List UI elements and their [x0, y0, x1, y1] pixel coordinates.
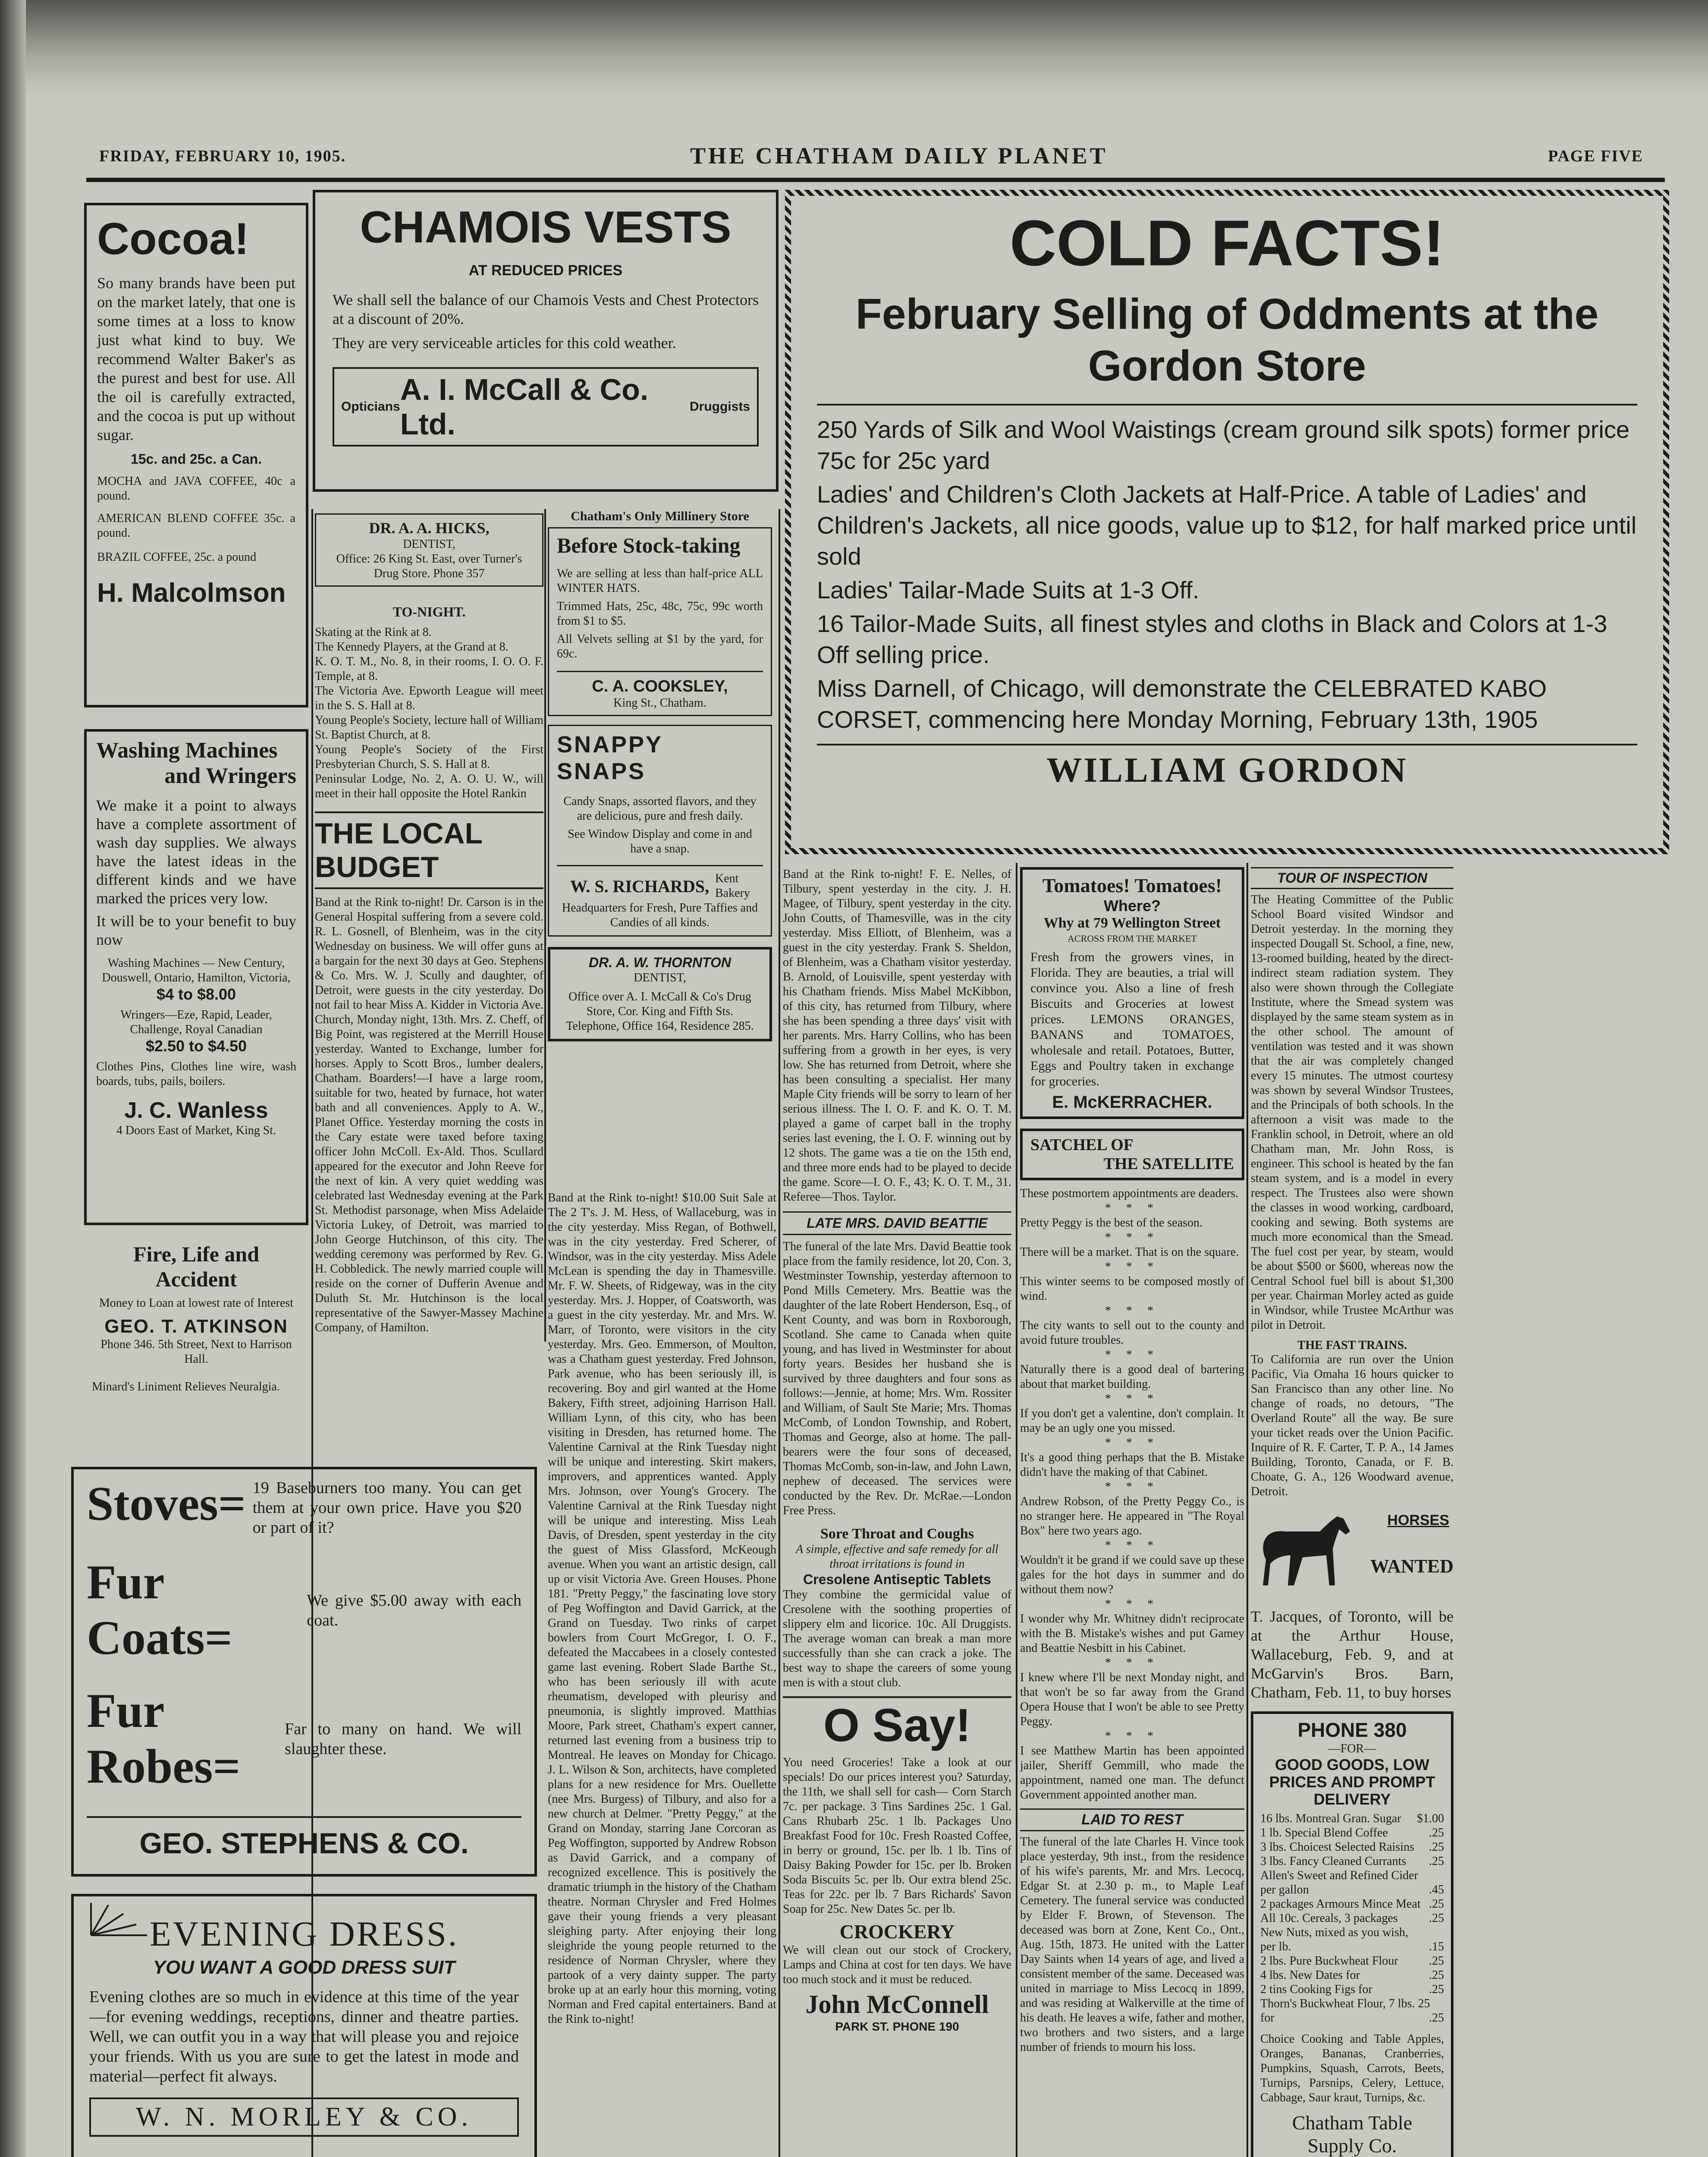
millinery-head: Before Stock-taking [557, 533, 741, 557]
hicks-title: DENTIST, [403, 538, 455, 551]
chamois-left-tag: Opticians [341, 399, 400, 414]
phone-price-row [1260, 1811, 1444, 1826]
phone-price-item: 3 lbs. Choicest Selected Raisins [1260, 1840, 1414, 1854]
stoves-head-3: Fur Robes= [87, 1684, 241, 1793]
stoves-ad [71, 1467, 537, 1877]
masthead-page: PAGE FIVE [1548, 147, 1643, 165]
phone-price-row [1260, 1968, 1444, 1982]
phone-price-value: .45 [1429, 1883, 1444, 1896]
tonight-item-4: Young People's Society, lecture hall of William St. Baptist Church, at 8. [315, 714, 543, 742]
insurance-body: Money to Loan at lowest rate of Interest [99, 1296, 294, 1310]
washing-addr: 4 Doors East of Market, King St. [116, 1124, 276, 1137]
stars-divider: * * * [1105, 1304, 1159, 1317]
washing-body: We make it a point to always have a complete assortment of wash day supplies. We always have the latest ideas in the different kinds and we have marked the prices very low. [96, 797, 296, 907]
phone-price-value: .25 [1429, 1954, 1444, 1968]
cold-facts-item-0: 250 Yards of Silk and Wool Waistings (cream ground silk spots) former price 75c for 25c yard [817, 416, 1630, 474]
hicks-body: Office: 26 King St. East, over Turner's Drug Store. Phone 357 [336, 552, 522, 580]
snappy-body-3: Headquarters for Fresh, Pure Taffies and Candies of all kinds. [562, 901, 758, 929]
phone-price-row [1260, 2011, 1444, 2025]
satchel-para-5: Naturally there is a good deal of bartering about that market building. [1020, 1363, 1244, 1391]
masthead [73, 142, 1669, 177]
column-3-ads [548, 509, 772, 1191]
masthead-rule [86, 178, 1665, 182]
phone-price-row [1260, 1868, 1444, 1883]
stars-divider: * * * [1105, 1392, 1159, 1406]
column-rule-4 [1016, 863, 1017, 2157]
inspection-text: The Heating Committee of the Public School Board visited Windsor and Detroit yesterday. In the morning they inspected Dougall St. School, a fine, new, 13-roomed building, heated by the direct-indirect steam radiation system. They also were shown through the Collegiate Institute, where the Smead system was displayed by the same steam system as in the other school. The amount of ventilation was tested and it was shown that the air was completely changed every 15 minutes. The utmost courtesy was shown by several Windsor Trustees, and the Principals of both schools. In the afternoon a visit was made to the Franklin school, in Detroit, where an old Chatham man, Mr. John Ross, is engineer. This school is heated by the fan steam system, and is a model in every respect. The Trustees also were shown the classes in wood working, cardboard, cooking and sewing. Both systems are much more economical than the Smead. The fuel cost per year, by steam, would be about $500 or $600, whereas now the Central School fuel bill is about $1,300 per year. Chairman Morley acted as guide in Windsor, while Trustee McArthur was pilot in Detroit. [1251, 893, 1454, 1332]
cold-facts-item-4: Miss Darnell, of Chicago, will demonstrate the CELEBRATED KABO CORSET, commencing here Monday Morning, February 13th, 1905 [817, 675, 1547, 733]
stoves-firm: GEO. STEPHENS & CO. [87, 1816, 521, 1860]
cocoa-signature: H. Malcolmson [97, 578, 286, 608]
cold-facts-item-1: Ladies' and Children's Cloth Jackets at Half-Price. A table of Ladies' and Children's Jackets, all nice goods, value up to $12, for half marked price until sold [817, 481, 1637, 570]
phone-firm-2: Supply Co. [1307, 2135, 1397, 2157]
phone-price-row [1260, 1897, 1444, 1911]
stars-divider: * * * [1105, 1348, 1159, 1361]
evening-ad [71, 1894, 537, 2157]
millinery-ad [548, 527, 772, 716]
phone-price-row [1260, 1925, 1444, 1940]
column-3-text-body: Band at the Rink to-night! $10.00 Suit Sale at The 2 T's. J. M. Hess, of Wallaceburg, was in the city yesterday. Miss Regan, of Bothwell, was in the city yesterday. Fred Scherer, of Windsor, was in the city yesterday. Miss Adele McLean is spending the day in Thamesville. Mr. F. W. Sheets, of Ridgeway, was in the city yesterday. Mrs. J. Hopper, of Coatsworth, was a guest in the city yesterday. Mr. and Mrs. W. Marr, of Toronto, were visitors in the city yesterday. Mrs. Geo. Emmerson, of Moulton, was a Chatham guest yesterday. Fred Johnson, Park avenue, who has been seriously ill, is recovering. Boy and girl wanted at the Home Bakery, Fifth street, adjoining Harrison Hall. William Lynn, of this city, who has been visiting in Dresden, has returned home. The Valentine Carnival at the Rink Tuesday night will be unique and interesting. Skirt makers, improvers, and apprentices wanted. Apply Mrs. Johnson, over Young's Grocery. The Valentine Carnival at the Rink Tuesday night will be unique and interesting. Miss Leah Davis, of Dresden, spent yesterday in the city the guest of Miss Glassford, McKeough avenue. When you want an artistic design, call up or visit Victoria Ave. Green Houses. Phone 181. "Pretty Peggy," the fascinating love story of Peg Woffington and David Garrick, at the Grand on Tuesday. Two rinks of carpet bowlers from Court McGregor, I. O. F., defeated the Maccabees in a closely contested game last evening. Robert Slade Barthe St., who has been seriously ill with acute rheumatism, developed with pleurisy and pneumonia, is slightly improved. Matthias Moore, Park street, Chatham's expert canner, returned last evening from a business trip to Montreal. He leaves on Monday for Chicago. J. L. Wilson & Son, architects, have completed plans for a new residence for Mrs. Ouellette (nee Mrs. Burgess) of Tilbury, and also for a new church at Delmer. "Pretty Peggy," at the Grand on Monday, starring Jane Corcoran as Peg Woffington, supported by Andrew Robson as David Garrick, and a company of recognized excellence. This is positively the dramatic triumph in the history of the Chatham theatre. Norman Chrysler and Fred Holmes gave their young friends a very pleasant sleighing party. After enjoying their long sleighride the young people returned to the residence of Norman Chrysler, where they partook of a very dainty supper. The party broke up at an early hour this morning, voting Norman and Fred capital entertainers. Band at the Rink to-night! [548, 1191, 776, 2026]
millinery-firm: C. A. COOKSLEY, [557, 671, 763, 696]
thornton-name: DR. A. W. THORNTON [588, 955, 732, 970]
satchel-line-1: SATCHEL OF [1030, 1136, 1133, 1154]
stoves-intro: 19 Baseburners too many. You can get them at your own price. Have you $20 or part of it? [252, 1479, 521, 1537]
tonight-item-5: Young People's Society of the First Presbyterian Church, S. S. Hall at 8. [315, 743, 543, 771]
snappy-body: Candy Snaps, assorted flavors, and they are delicious, pure and fresh daily. [563, 795, 757, 823]
insurance-ad [84, 1238, 308, 1454]
phone-price-row [1260, 1883, 1444, 1897]
millinery-body: We are selling at less than half-price ALL WINTER HATS. [557, 567, 763, 595]
phone-price-item: 2 tins Cooking Figs for [1260, 1983, 1372, 1996]
satchel-para-7: It's a good thing perhaps that the B. Mistake didn't have the making of that Cabinet. [1020, 1451, 1244, 1479]
washing-price-1: $4 to $8.00 [156, 985, 236, 1003]
chamois-ad [313, 190, 779, 492]
horse-icon [1251, 1508, 1359, 1598]
sore-throat-sub: A simple, effective and safe remedy for all throat irritations is found in [796, 1543, 998, 1571]
phone-line: GOOD GOODS, LOW PRICES AND PROMPT DELIVERY [1269, 1756, 1435, 1808]
phone-price-item: per lb. [1260, 1940, 1291, 1953]
satchel-para-1: Pretty Peggy is the best of the season. [1020, 1216, 1203, 1229]
phone-ad [1251, 1711, 1454, 2157]
millinery-label: Chatham's Only Millinery Store [571, 509, 749, 523]
satchel-para-3: This winter seems to be composed mostly of wind. [1020, 1275, 1244, 1303]
phone-price-row [1260, 1982, 1444, 1997]
phone-price-item: 2 lbs. Pure Buckwheat Flour [1260, 1954, 1398, 1968]
laid-to-rest-text: The funeral of the late Charles H. Vince took place yesterday, 9th inst., from the residence of his wife's parents, Mr. and Mrs. Lecocq, Edgar St. at 2.30 p. m., to Maple Leaf Cemetery. The funeral service was conducted by Elder F. Brown, of Stevenson. The deceased was born at Zone, Kent Co., Ont., Aug. 15th, 1873. He united with the Latter Day Saints when 14 years of age, and lived a consistent member of the same. Deceased was united in marriage to Miss Lecocq in 1899, and was residing at Walkerville at the time of his death. He leaves a wife, father and mother, two brothers and two sisters, and a large number of friends to mourn his loss. [1020, 1835, 1244, 2054]
satchel-para-12: I see Matthew Martin has been appointed jailer, Sheriff Gemmill, who made the appointment, named one man. The defunct Government appointed another man. [1020, 1744, 1244, 1802]
phone-price-item: Thorn's Buckwheat Flour, 7 lbs. 25 [1260, 1997, 1430, 2010]
inspection-head: TOUR OF INSPECTION [1251, 867, 1454, 889]
cold-facts-headline: COLD FACTS! [1009, 207, 1445, 279]
cocoa-headline: Cocoa! [97, 214, 249, 264]
column-4-text: Band at the Rink to-night! F. E. Nelles, of Tilbury, spent yesterday in the city. J. H. Magee, of Tilbury, spent yesterday in the city. John Coutts, of Thamesville, was in the city yesterday. Miss Elliott, of Blenheim, was a guest in the city yesterday. Frank S. Sheldon, of Blenheim, was a Chatham visitor yesterday. B. Arnold, of Louisville, spent yesterday with his Chatham friends. Miss Mabel McKibbon, of this city, has returned from Tilbury, where she has been spending a three days' visit with her parents. Mrs. Harry Collins, who has been suffering from a growth in her eyes, is very low. She has returned from Detroit, where she has been consulting a specialist. Her many Maple City friends will be sorry to learn of her serious illness. The I. O. F. and K. O. T. M. played a game of carpet ball in the trophy series last evening, the I. O. F. winning out by 12 shots. The game was a tie on the 15th end, and three more ends had to be played to decide the game. Score—I. O. F., 43; K. O. T. M., 31. Referee—Thos. Taylor. [783, 868, 1011, 1204]
phone-price-row [1260, 1854, 1444, 1868]
column-5 [1020, 867, 1244, 2157]
washing-head-1: Washing Machines [96, 738, 278, 763]
washing-head-2: and Wringers [164, 764, 296, 788]
cold-facts-item-3: 16 Tailor-Made Suits, all finest styles and cloths in Black and Colors at 1-3 Off selling price. [817, 610, 1608, 668]
sunburst-icon [82, 1901, 151, 1940]
cocoa-item-1: AMERICAN BLEND COFFEE 35c. a pound. [97, 512, 295, 540]
phone-sub: —FOR— [1328, 1742, 1376, 1755]
column-6 [1251, 867, 1665, 2157]
satchel-para-4: The city wants to sell out to the county and avoid future troubles. [1020, 1319, 1244, 1347]
column-4 [783, 867, 1011, 2157]
evening-body: Evening clothes are so much in evidence at this time of the year—for evening weddings, receptions, dinner and theatre parties. Well, we can outfit you in a way that will please you and rejoice your friends. With us you are sure to get the latest in mode and material—perfect fit always. [89, 1988, 519, 2085]
satchel-para-2: There will be a market. That is on the square. [1020, 1245, 1239, 1259]
horses-head: HORSES [1387, 1512, 1449, 1528]
phone-price-value: .25 [1429, 2011, 1444, 2025]
satchel-para-8: Andrew Robson, of the Pretty Peggy Co., is no stranger here. He appeared in "The Royal Box" here two years ago. [1020, 1495, 1244, 1538]
column-rule-5 [1246, 863, 1248, 2157]
cold-facts-items [817, 404, 1637, 735]
stoves-head-1: Stoves= [87, 1477, 246, 1531]
sore-throat-head: Sore Throat and Coughs [820, 1526, 974, 1542]
tomatoes-ad [1020, 867, 1244, 1119]
hicks-name: DR. A. A. HICKS, [369, 519, 490, 537]
satchel-para-6: If you don't get a valentine, don't complain. It may be an ugly one you missed. [1020, 1407, 1244, 1435]
beattie-head: LATE MRS. DAVID BEATTIE [783, 1211, 1011, 1235]
stoves-head-2: Fur Coats= [87, 1556, 232, 1665]
chamois-right-tag: Druggists [689, 399, 750, 414]
chamois-subhead: AT REDUCED PRICES [468, 262, 623, 279]
trains-head: THE FAST TRAINS. [1297, 1339, 1407, 1352]
laid-to-rest-head: LAID TO REST [1020, 1808, 1244, 1831]
masthead-title: THE CHATHAM DAILY PLANET [690, 143, 1108, 169]
thornton-title: DENTIST, [634, 971, 686, 984]
column-2 [315, 513, 543, 1346]
stars-divider: * * * [1105, 1260, 1159, 1273]
chamois-body-2: They are very serviceable articles for this cold weather. [333, 334, 676, 352]
stoves-text-2: We give $5.00 away with each coat. [307, 1591, 521, 1629]
evening-firm: W. N. MORLEY & CO. [89, 2097, 519, 2137]
insurance-note: Minard's Liniment Relieves Neuralgia. [92, 1380, 280, 1393]
stars-divider: * * * [1105, 1201, 1159, 1215]
thornton-card [548, 947, 772, 1041]
tonight-item-1: The Kennedy Players, at the Grand at 8. [315, 640, 509, 654]
tomatoes-addr-2: ACROSS FROM THE MARKET [1068, 933, 1197, 944]
chamois-body-1: We shall sell the balance of our Chamois Vests and Chest Protectors at a discount of 20%. [333, 291, 759, 327]
o-say-text: You need Groceries! Take a look at our specials! Do our prices interest you? Saturday, the 11th, we shall sell for cash— Corn Starch 7c. per package. 3 Tins Sardines 25c. 1 Gal. Cans Rhubarb 25c. 1 lb. Packages Uno Breakfast Food for 10c. Fresh Roasted Coffee, in berry or ground, 15c. per lb. 1 lb. Tins of Daisy Baking Powder for 15c. per lb. Broken Soda Biscuits 5c. per lb. Our extra blend 25c. Teas for 22c. per lb. 7 Bars Richards' Savon Soap for 25c. New Dates 5c. per lb. [783, 1756, 1011, 1916]
phone-price-item: 4 lbs. New Dates for [1260, 1968, 1360, 1982]
masthead-date: FRIDAY, FEBRUARY 10, 1905. [99, 147, 346, 165]
satchel-para-10: I wonder why Mr. Whitney didn't reciprocate with the B. Mistake's wishes and put Gamey and Beattie Nesbitt in his Cabinet. [1020, 1612, 1244, 1655]
hicks-card [315, 513, 543, 587]
phone-price-item: New Nuts, mixed as you wish, [1260, 1926, 1408, 1939]
satchel-line-2: THE SATELLITE [1103, 1155, 1234, 1173]
washing-ad [84, 729, 308, 1225]
chamois-headline: CHAMOIS VESTS [360, 202, 732, 252]
satchel-paras [1020, 1186, 1244, 1802]
phone-text: Choice Cooking and Table Apples, Oranges, Bananas, Cranberries, Pumpkins, Squash, Carrots, Beets, Turnips, Parsnips, Celery, Lettuce, Cabbage, Saur kraut, Turnips, &c. [1260, 2032, 1444, 2104]
tonight-item-0: Skating at the Rink at 8. [315, 626, 432, 639]
o-say-firm: John McConnell [805, 1990, 989, 2019]
tomatoes-firm: E. McKERRACHER. [1052, 1093, 1212, 1112]
satchel-para-0: These postmortem appointments are deaders. [1020, 1187, 1239, 1200]
column-3-text [548, 1191, 776, 2157]
washing-body-2: It will be to your benefit to buy now [96, 912, 296, 948]
insurance-head: Fire, Life and Accident [133, 1242, 260, 1291]
stars-divider: * * * [1105, 1729, 1159, 1743]
cocoa-item-2: BRAZIL COFFEE, 25c. a pound [97, 550, 257, 564]
millinery-body-2: Trimmed Hats, 25c, 48c, 75c, 99c worth from $1 to $5. [557, 600, 763, 628]
cold-facts-subhead: February Selling of Oddments at the Gordon Store [855, 290, 1599, 390]
phone-price-item: 2 packages Armours Mince Meat [1260, 1897, 1421, 1911]
phone-price-row [1260, 1840, 1444, 1854]
tomatoes-head: Tomatoes! Tomatoes! [1042, 874, 1222, 896]
chamois-firm: A. I. McCall & Co. Ltd. [400, 373, 649, 441]
phone-price-value: .25 [1429, 1840, 1444, 1854]
snappy-head-2: SNAPS [557, 758, 646, 784]
cold-facts-ad [785, 190, 1669, 854]
sore-throat-text: They combine the germicidal value of Cresolene with the soothing properties of slippery elm and licorice. 10c. All Druggists. The average woman can break a man more successfully than she can crack a joke. The best way to shape the careers of some young men is with a stout club. [783, 1588, 1011, 1689]
evening-head: EVENING DRESS. [149, 1914, 459, 1953]
stars-divider: * * * [1105, 1480, 1159, 1494]
beattie-text: The funeral of the late Mrs. David Beattie took place from the family residence, lot 20, Con. 3, Westminster Township, yesterday afternoon to Pond Mills Cemetery. Mrs. Beattie was the daughter of the late Robert Henderson, Esq., of Kent County, and was born in Roxborough, Scotland. She came to Canada when quite young, and has lived in Westminster for about forty years. Besides her husband she is survived by three daughters and four sons as follows:—Jennie, at home; Mrs. Wm. Rossiter and William, of Sault Ste Marie; Mrs. Thomas McComb, of London Township, and Robert, Thomas and George, also at home. The pall-bearers were the four sons of deceased, Thomas McComb, son-in-law, and John Lawn, nephew of deceased. The services were conducted by the Rev. Dr. McRae.—London Free Press. [783, 1240, 1011, 1517]
horses-wanted: WANTED [1370, 1556, 1454, 1577]
column-rule-2 [544, 509, 546, 1342]
tomatoes-text: Fresh from the growers vines, in Florida. They are beauties, a trial will convince you. Also a line of fresh Biscuits and Groceries at lowest prices. LEMONS ORANGES, BANANS and TOMATOES, wholesale and retail. Potatoes, Butter, Eggs and Poultry taken in exchange for groceries. [1030, 950, 1234, 1088]
column-rule-3 [779, 509, 780, 2157]
phone-price-row [1260, 1997, 1444, 2011]
o-say-sub: CROCKERY [839, 1921, 955, 1943]
phone-price-value: .25 [1429, 1855, 1444, 1868]
cocoa-price: 15c. and 25c. a Can. [130, 451, 262, 467]
cocoa-item-0: MOCHA and JAVA COFFEE, 40c a pound. [97, 475, 295, 503]
tomatoes-addr: Why at 79 Wellington Street [1043, 915, 1221, 931]
cold-facts-item-2: Ladies' Tailar-Made Suits at 1-3 Off. [817, 576, 1199, 604]
phone-price-value: .15 [1429, 1940, 1444, 1953]
stars-divider: * * * [1105, 1656, 1159, 1670]
phone-price-item: per gallon [1260, 1883, 1309, 1896]
tonight-item-3: The Victoria Ave. Epworth League will meet in the S. S. Hall at 8. [315, 684, 543, 712]
phone-price-value: .25 [1429, 1897, 1444, 1911]
phone-price-value: $1.00 [1417, 1812, 1444, 1825]
sore-throat-product: Cresolene Antiseptic Tablets [803, 1572, 991, 1587]
millinery-body-3: All Velvets selling at $1 by the yard, for 69c. [557, 632, 763, 660]
stars-divider: * * * [1105, 1436, 1159, 1450]
phone-price-value: .25 [1429, 1983, 1444, 1996]
washing-list-2: Wringers—Eze, Rapid, Leader, Challenge, Royal Canadian [120, 1008, 272, 1036]
phone-head: PHONE 380 [1297, 1719, 1407, 1741]
phone-price-value: .25 [1429, 1826, 1444, 1839]
stars-divider: * * * [1105, 1539, 1159, 1552]
phone-price-item: for [1260, 2011, 1275, 2025]
phone-price-row [1260, 1826, 1444, 1840]
thornton-body: Office over A. I. McCall & Co's Drug Store, Cor. King and Fifth Sts. Telephone, Office 164, Residence 285. [566, 990, 754, 1033]
phone-price-item: 3 lbs. Fancy Cleaned Currants [1260, 1855, 1407, 1868]
washing-list-1: Washing Machines — New Century, Douswell, Ontario, Hamilton, Victoria, [102, 956, 291, 984]
phone-price-value: .25 [1429, 1912, 1444, 1925]
phone-price-item: Allen's Sweet and Refined Cider [1260, 1869, 1418, 1882]
snappy-ad [548, 725, 772, 937]
scan-left-edge [0, 0, 26, 2157]
snappy-head-1: SNAPPY [557, 732, 663, 758]
stars-divider: * * * [1105, 1597, 1159, 1611]
horses-text: T. Jacques, of Toronto, will be at the Arthur House, Wallaceburg, Feb. 9, and at McGarvin's Bros. Barn, Chatham, Feb. 11, to buy horses [1251, 1608, 1454, 1701]
insurance-firm: GEO. T. ATKINSON [104, 1316, 288, 1337]
phone-price-item: All 10c. Cereals, 3 packages [1260, 1912, 1398, 1925]
cocoa-ad [84, 203, 308, 707]
tonight-head: TO-NIGHT. [392, 604, 466, 619]
washing-price-2: $2.50 to $4.50 [145, 1037, 247, 1055]
cocoa-body: So many brands have been put on the market lately, that one is some times at a loss to know just what kind to buy. We recommend Walter Baker's as the purest and best for use. All the oil is carefully extracted, and the cocoa is put up without sugar. [97, 274, 295, 443]
snappy-body-2: See Window Display and come in and have a snap. [568, 827, 752, 855]
washing-firm: J. C. Wanless [124, 1098, 268, 1123]
tonight-item-2: K. O. T. M., No. 8, in their rooms, I. O. O. F. Temple, at 8. [315, 655, 543, 683]
scan-top-edge [0, 0, 1708, 95]
phone-price-row [1260, 1940, 1444, 1954]
satchel-para-9: Wouldn't it be grand if we could save up these gales for the hot days in summer and do without them now? [1020, 1553, 1244, 1596]
satchel-head [1020, 1129, 1244, 1180]
insurance-addr: Phone 346. 5th Street, Next to Harrison Hall. [100, 1338, 292, 1366]
o-say-addr: PARK ST. PHONE 190 [835, 2020, 959, 2033]
millinery-addr: King St., Chatham. [613, 696, 706, 710]
snappy-firm: W. S. RICHARDS, [570, 876, 709, 896]
stoves-text-3: Far to many on hand. We will slaughter these. [285, 1720, 521, 1758]
stars-divider: * * * [1105, 1231, 1159, 1244]
phone-price-list [1260, 1811, 1444, 2025]
evening-sub: YOU WANT A GOOD DRESS SUIT [153, 1957, 455, 1978]
cold-facts-signature: WILLIAM GORDON [817, 744, 1637, 790]
satchel-para-11: I knew where I'll be next Monday night, and that won't be so far away from the Grand Opera House that I won't be able to see Pretty Peggy. [1020, 1671, 1244, 1728]
trains-text: To California are run over the Union Pacific, Via Omaha 16 hours quicker to San Francisco than any other line. No change of roads, no detours, "The Overland Route" all the way. Be sure your ticket reads over the Union Pacific. Inquire of R. F. Carter, T. P. A., 14 James Building, Toronto, Canada, or F. B. Choate, G. A., 126 Woodward avenue, Detroit. [1251, 1353, 1454, 1498]
tonight-item-6: Peninsular Lodge, No. 2, A. O. U. W., will meet in their hall opposite the Hotel Rankin [315, 772, 543, 800]
washing-list-3: Clothes Pins, Clothes line wire, wash boards, tubs, pails, boilers. [96, 1060, 296, 1088]
o-say-head: O Say! [783, 1696, 1011, 1752]
phone-firm-1: Chatham Table [1292, 2112, 1413, 2134]
local-budget-head: THE LOCAL BUDGET [315, 811, 543, 889]
phone-price-row [1260, 1954, 1444, 1968]
phone-price-value: .25 [1429, 1968, 1444, 1982]
phone-price-row [1260, 1911, 1444, 1925]
local-budget-text: Band at the Rink to-night! Dr. Carson is in the General Hospital suffering from a severe cold. R. L. Gosnell, of Blenheim, was in the city Wednesday on business. We will offer guns at a bargain for the next 30 days at Geo. Stephens & Co. Mrs. W. J. Scully and daughter, of Detroit, were guests in the city yesterday. Do not fail to hear Miss A. Kidder in Victoria Ave. Church, Monday night, 13th. Mrs. Z. Cheff, of Big Point, was registered at the Merrill House yesterday. Wanted to Exchange, lumber for horses. Apply to Scott Bros., lumber dealers, Chatham. Boarders!—I have a large room, suitable for two, heated by furnace, hot water bath and all conveniences. Apply to A. W., Planet Office. Yesterday morning the costs in the Cary estate were taxed before taxing officer John McColl. Ex-Ald. Thos. Scullard appeared for the executor and John Reeve for the next of kin. A very quiet wedding was celebrated last Wednesday evening at the Park St. Methodist parsonage, when Miss Adelaide Victoria Lukey, of Detroit, was married to John George Hutchinson, of this city. The wedding ceremony was performed by Rev. G. H. Cobbledick. The newly married couple will reside on the corner of Dufferin Avenue and Duluth St. Mr. Hutchinson is the local representative of the Sawyer-Massey Machine Company, of Hamilton. [315, 896, 543, 1334]
phone-price-item: 1 lb. Special Blend Coffee [1260, 1826, 1388, 1839]
snappy-firm-tag: Kent Bakery [715, 872, 750, 900]
phone-price-item: 16 lbs. Montreal Gran. Sugar [1260, 1812, 1401, 1825]
tomatoes-sub: Where? [1103, 897, 1161, 915]
o-say-text-2: We will clean out our stock of Crockery, Lamps and China at cost for ten days. We have too much stock and it must be reduced. [783, 1943, 1011, 1986]
